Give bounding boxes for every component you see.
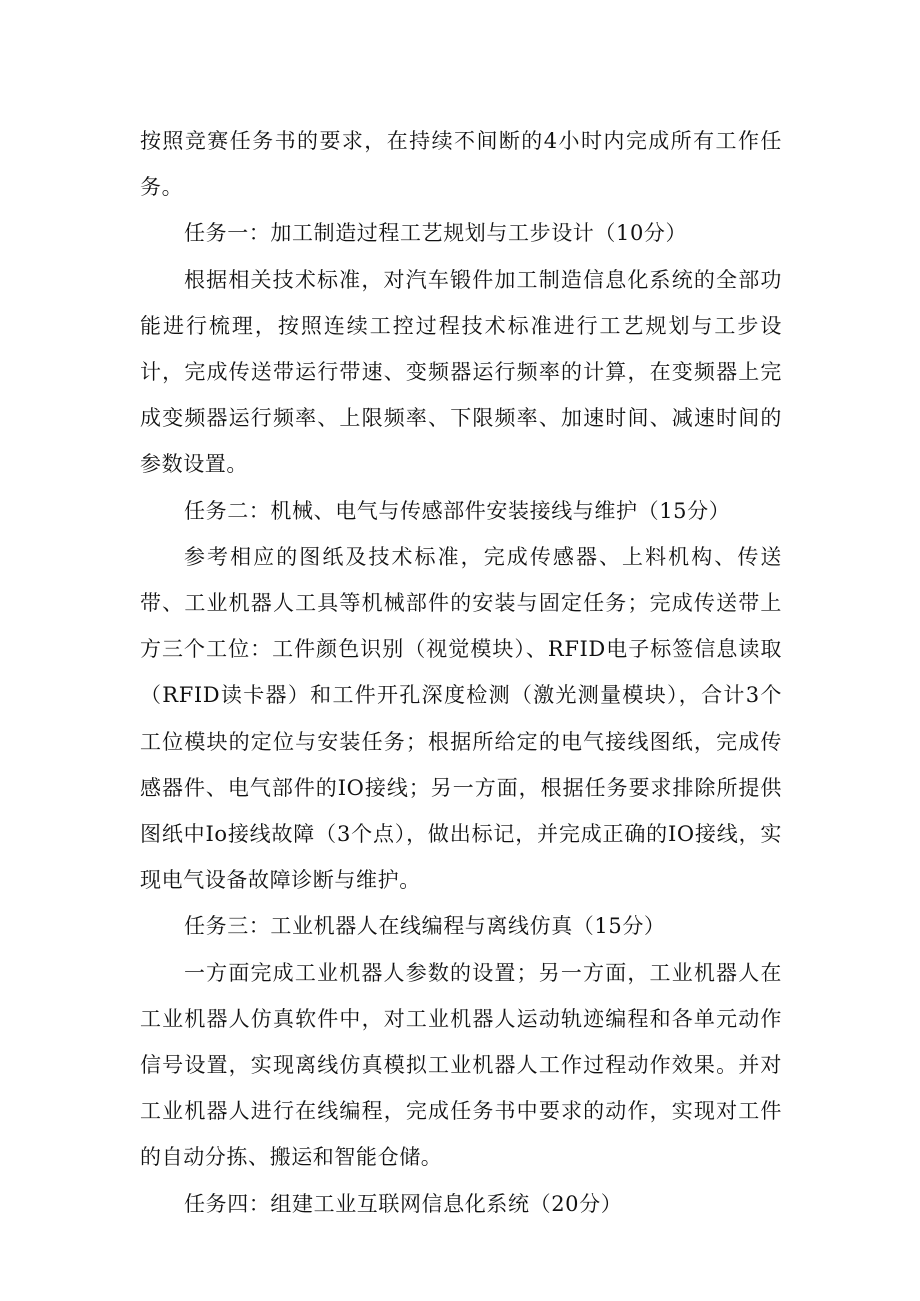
task-2-heading: 任务二：机械、电气与传感部件安装接线与维护（15分）	[184, 498, 731, 523]
document-body	[140, 118, 782, 1227]
task-4-heading: 任务四：组建工业互联网信息化系统（20分）	[184, 1191, 623, 1216]
task-1-description: 根据相关技术标准，对汽车锻件加工制造信息化系统的全部功能进行梳理，按照连续工控过程技术标准进行工艺规划与工步设计，完成传送带运行带速、变频器运行频率的计算，在变频器上完成变频器运行频率、上限频率、下限频率、加速时间、减速时间的参数设置。	[140, 267, 782, 477]
task-3-heading: 任务三：工业机器人在线编程与离线仿真（15分）	[184, 914, 666, 939]
task-3-description: 一方面完成工业机器人参数的设置；另一方面，工业机器人在工业机器人仿真软件中，对工业机器人运动轨迹编程和各单元动作信号设置，实现离线仿真模拟工业机器人工作过程动作效果。并对工业机器人进行在线编程，完成任务书中要求的动作，实现对工件的自动分拣、搬运和智能仓储。	[140, 960, 782, 1170]
task-2-description: 参考相应的图纸及技术标准，完成传感器、上料机构、传送带、工业机器人工具等机械部件的安装与固定任务；完成传送带上方三个工位：工件颜色识别（视觉模块）、RFID电子标签信息读取（RFID读卡器）和工件开孔深度检测（激光测量模块），合计3个工位模块的定位与安装任务；根据所给定的电气接线图纸，完成传感器件、电气部件的IO接线；另一方面，根据任务要求排除所提供图纸中Io接线故障（3个点），做出标记，并完成正确的IO接线，实现电气设备故障诊断与维护。	[140, 544, 782, 893]
task-1-heading: 任务一：加工制造过程工艺规划与工步设计（10分）	[184, 221, 688, 246]
paragraph-intro: 按照竞赛任务书的要求，在持续不间断的4小时内完成所有工作任务。	[140, 129, 782, 200]
